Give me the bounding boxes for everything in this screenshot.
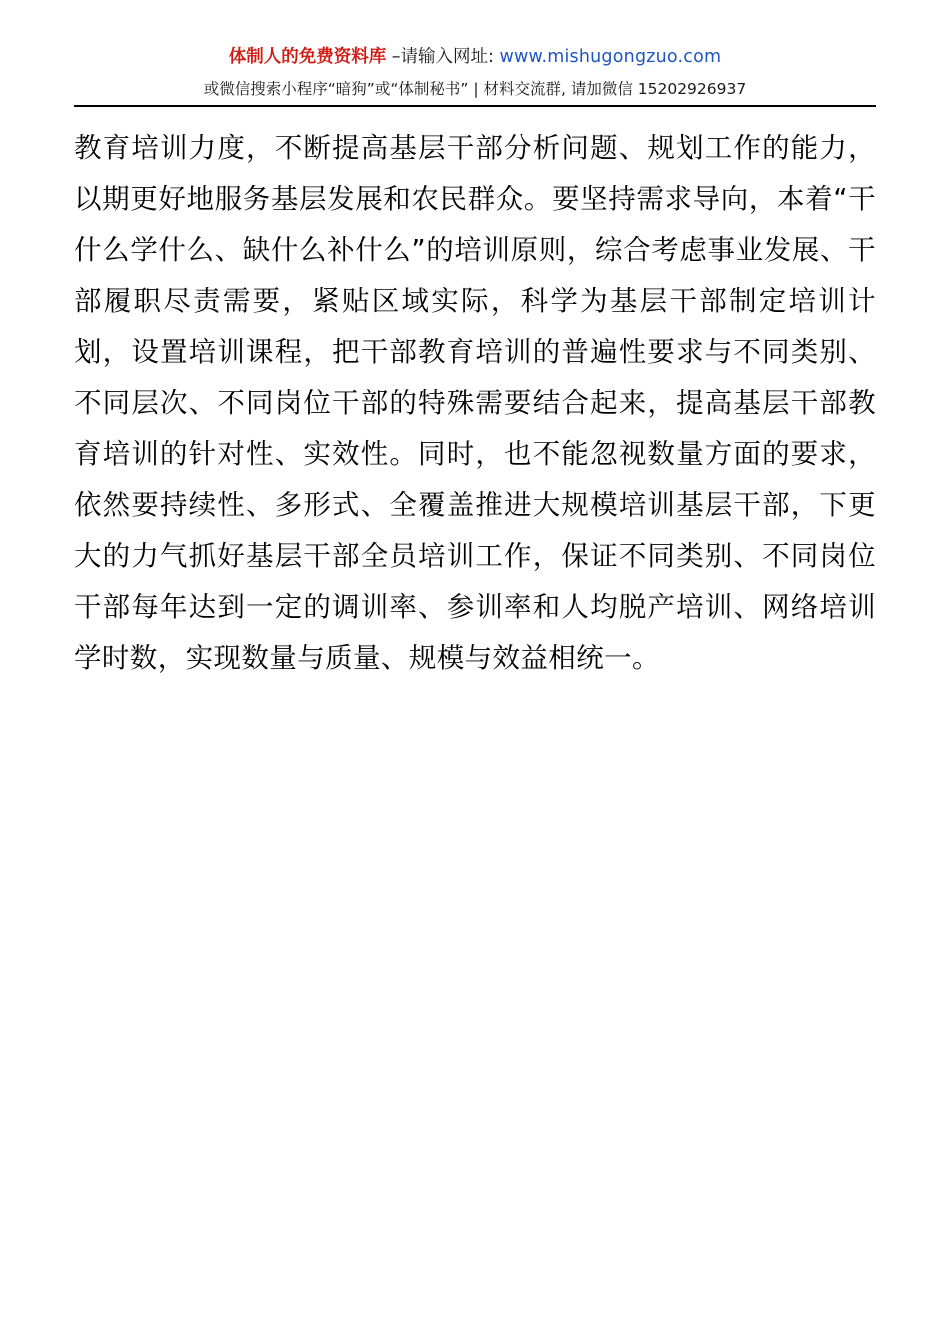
banner-dash: – [386,47,401,67]
site-banner [0,0,950,99]
banner-url-link[interactable]: www.mishugongzuo.com [499,47,722,67]
banner-primary-line [74,44,876,70]
document-body [74,107,876,684]
body-paragraph: 教育培训力度，不断提高基层干部分析问题、规划工作的能力，以期更好地服务基层发展和农民群众。要坚持需求导向，本着“干什么学什么、缺什么补什么”的培训原则，综合考虑事业发展、干部履职尽责需要，紧贴区域实际，科学为基层干部制定培训计划，设置培训课程，把干部教育培训的普遍性要求与不同类别、不同层次、不同岗位干部的特殊需要结合起来，提高基层干部教育培训的针对性、实效性。同时，也不能忽视数量方面的要求，依然要持续性、多形式、全覆盖推进大规模培训基层干部，下更大的力气抓好基层干部全员培训工作，保证不同类别、不同岗位干部每年达到一定的调训率、参训率和人均脱产培训、网络培训学时数，实现数量与质量、规模与效益相统一。 [74,132,876,675]
banner-prompt: 请输入网址: [400,47,494,67]
banner-brand: 体制人的免费资料库 [228,47,387,67]
banner-secondary-line: 或微信搜索小程序“暗狗”或“体制秘书” | 材料交流群, 请加微信 15202926937 [203,80,747,99]
